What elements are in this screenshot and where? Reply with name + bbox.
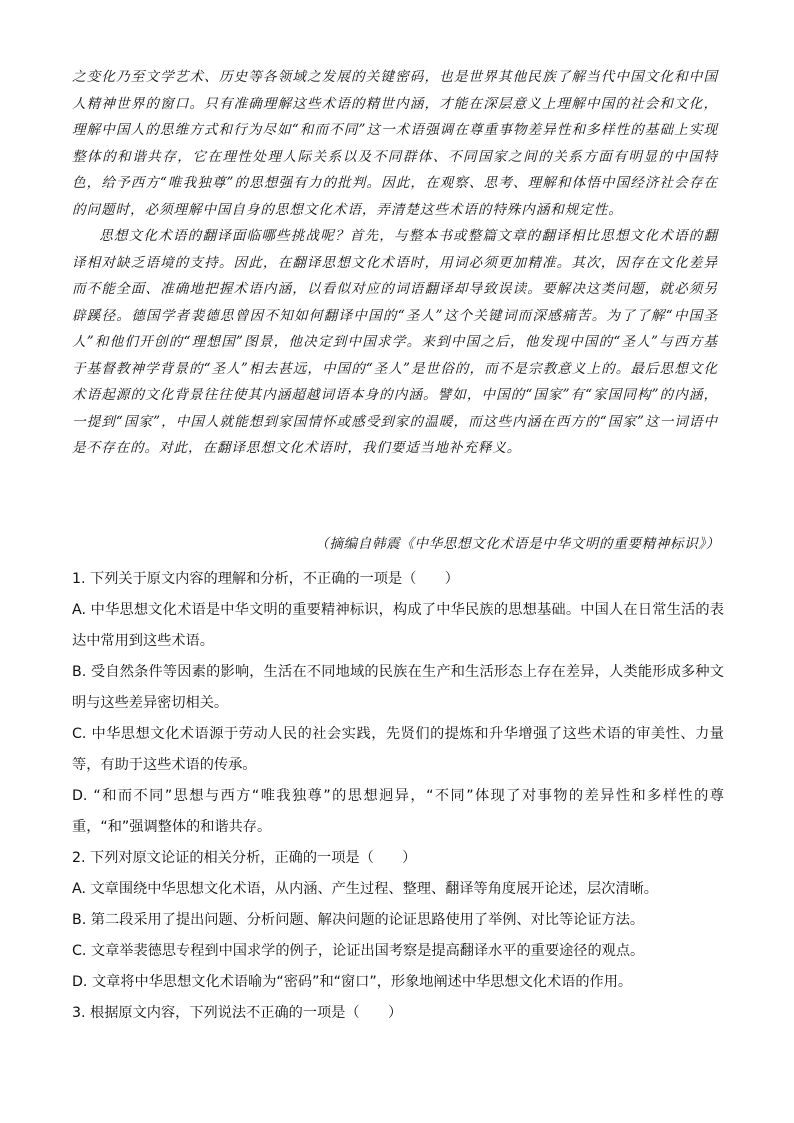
question-2-option-a: A. 文章围绕中华思想文化术语，从内涵、产生过程、整理、翻译等角度展开论述，层次清晰。	[72, 881, 658, 897]
question-1-stem: 1. 下列关于原文内容的理解和分析，不正确的一项是（ ）	[72, 571, 459, 587]
passage-source: （摘编自韩震《中华思想文化术语是中华文明的重要精神标识》）	[315, 536, 720, 552]
passage-paragraph-2: 思想文化术语的翻译面临哪些挑战呢？首先，与整本书或整篇文章的翻译相比思想文化术语的翻译相对缺乏语境的支持。因此，在翻译思想文化术语时，用词必须更加精准。其次，因存在文化差异而不能全面、准确地把握术语内涵，以看似对应的词语翻译却导致误读。要解决这类问题，就必须另辟蹊径。德国学者裴德思曾因不知如何翻译中国的“圣人”这个关键词而深感痛苦。为了了解“中国圣人”和他们开创的“理想国”图景，他决定到中国求学。来到中国之后，他发现中国的“圣人”与西方基于基督教神学背景的“圣人”相去甚远，中国的“圣人”是世俗的，而不是宗教意义上的。最后思想文化术语起源的文化背景往往使其内涵超越词语本身的内涵。譬如，中国的“国家”有“家国同构”的内涵，一提到“国家”，中国人就能想到家国情怀或感受到家的温暖，而这些内涵在西方的“国家”这一词语中是不存在的。对此，在翻译思想文化术语时，我们要适当地补充释义。	[72, 228, 718, 456]
question-2-option-d: D. 文章将中华思想文化术语喻为“密码”和“窗口”，形象地阐述中华思想文化术语的作用。	[72, 974, 633, 990]
question-1-option-d: D. “和而不同”思想与西方“唯我独尊”的思想迥异，“不同”体现了对事物的差异性和多样性的尊重，“和”强调整体的和谐共存。	[72, 788, 724, 835]
passage-paragraph-1: 之变化乃至文学艺术、历史等各领域之发展的关键密码，也是世界其他民族了解当代中国文化和中国人精神世界的窗口。只有准确理解这些术语的精世内涵，才能在深层意义上理解中国的社会和文化，理解中国人的思维方式和行为尽如“和而不同”这一术语强调在尊重事物差异性和多样性的基础上实现整体的和谐共存，它在理性处理人际关系以及不同群体、不同国家之间的关系方面有明显的中国特色，给予西方“唯我独尊”的思想强有力的批判。因此，在观察、思考、理解和体悟中国经济社会存在的问题时，必须理解中国自身的思想文化术语，弄清楚这些术语的特殊内涵和规定性。	[72, 69, 718, 218]
question-1-option-c: C. 中华思想文化术语源于劳动人民的社会实践，先贤们的提炼和升华增强了这些术语的审美性、力量等，有助于这些术语的传承。	[72, 726, 724, 773]
question-3-stem: 3. 根据原文内容，下列说法不正确的一项是（ ）	[72, 1005, 403, 1021]
question-1-option-b: B. 受自然条件等因素的影响，生活在不同地域的民族在生产和生活形态上存在差异，人类能形成多种文明与这些差异密切相关。	[72, 664, 724, 711]
question-2-option-b: B. 第二段采用了提出问题、分析问题、解决问题的论证思路使用了举例、对比等论证方法。	[72, 912, 645, 928]
question-2-option-c: C. 文章举裴德思专程到中国求学的例子，论证出国考察是提高翻译水平的重要途径的观点。	[72, 943, 645, 959]
question-1-option-a: A. 中华思想文化术语是中华文明的重要精神标识，构成了中华民族的思想基础。中国人在日常生活的表达中常用到这些术语。	[72, 602, 724, 649]
questions	[72, 564, 724, 1029]
question-2-stem: 2. 下列对原文论证的相关分析，正确的一项是（ ）	[72, 850, 417, 866]
passage	[72, 64, 718, 462]
